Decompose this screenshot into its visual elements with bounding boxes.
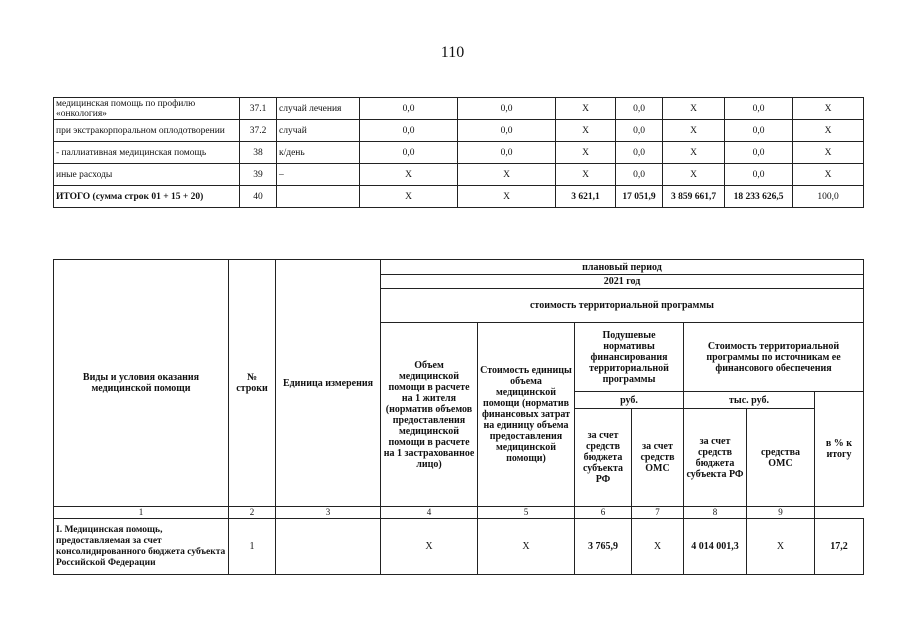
column-number: 1	[54, 507, 229, 519]
header-unit-thousand-rub: тыс. руб.	[684, 392, 815, 409]
header-year: 2021 год	[381, 275, 864, 289]
cell-volume: Х	[381, 519, 478, 575]
header-planned-period: плановый период	[381, 260, 864, 275]
row-number: 38	[240, 142, 277, 164]
header-percapita: Подушевые нормативы финансирования территориальной программы	[575, 323, 684, 392]
header-unit-cost: Стоимость единицы объема медицинской помощи (норматив финансовых затрат на единицу объема предоставления медицинской помощи)	[478, 323, 575, 507]
row-name: - паллиативная медицинская помощь	[54, 142, 240, 164]
column-number: 4	[381, 507, 478, 519]
cell-budget-total: 4 014 001,3	[684, 519, 747, 575]
header-percent: в % к итогу	[815, 392, 864, 507]
column-number-row	[54, 507, 864, 519]
cell-volume: Х	[360, 164, 458, 186]
cell-budget-percapita: Х	[556, 164, 616, 186]
column-number: 5	[478, 507, 575, 519]
cell-volume: 0,0	[360, 120, 458, 142]
row-unit: случай лечения	[277, 98, 360, 120]
cell-percent: 100,0	[793, 186, 864, 208]
row-unit	[277, 186, 360, 208]
header-row-number: № строки	[229, 260, 276, 507]
cell-budget-percapita: 3 621,1	[556, 186, 616, 208]
table-row	[54, 142, 864, 164]
cell-unit-cost: 0,0	[458, 142, 556, 164]
table-row	[54, 519, 864, 575]
cell-percent: Х	[793, 98, 864, 120]
row-number: 1	[229, 519, 276, 575]
header-volume: Объем медицинской помощи в расчете на 1 жителя (норматив объемов предоставления медицинской помощи в расчете на 1 застрахованное лицо)	[381, 323, 478, 507]
cell-volume: 0,0	[360, 98, 458, 120]
cell-oms-percapita: 0,0	[616, 164, 663, 186]
cell-budget-total: Х	[663, 164, 725, 186]
cell-oms-percapita: 17 051,9	[616, 186, 663, 208]
cell-budget-total: Х	[663, 120, 725, 142]
cell-budget-percapita: Х	[556, 98, 616, 120]
row-unit: к/день	[277, 142, 360, 164]
cell-unit-cost: 0,0	[458, 120, 556, 142]
cell-budget-percapita: 3 765,9	[575, 519, 632, 575]
cell-oms-percapita: 0,0	[616, 98, 663, 120]
header-row	[54, 260, 864, 275]
cell-volume: 0,0	[360, 142, 458, 164]
row-unit	[276, 519, 381, 575]
cell-budget-total: 3 859 661,7	[663, 186, 725, 208]
header-unit-rub: руб.	[575, 392, 684, 409]
cell-oms-total: 0,0	[725, 142, 793, 164]
cell-budget-percapita: Х	[556, 120, 616, 142]
cell-percent: Х	[793, 120, 864, 142]
table-row	[54, 98, 864, 120]
header-budget-percapita: за счет средств бюджета субъекта РФ	[575, 409, 632, 507]
header-budget-total: за счет средств бюджета субъекта РФ	[684, 409, 747, 507]
header-program-cost: стоимость территориальной программы	[381, 289, 864, 323]
cell-percent: Х	[793, 164, 864, 186]
column-number: 2	[229, 507, 276, 519]
header-unit: Единица измерения	[276, 260, 381, 507]
cell-oms-total: 0,0	[725, 120, 793, 142]
row-name: ИТОГО (сумма строк 01 + 15 + 20)	[54, 186, 240, 208]
row-number: 40	[240, 186, 277, 208]
cell-oms-total: 0,0	[725, 98, 793, 120]
header-kinds: Виды и условия оказания медицинской помощи	[54, 260, 229, 507]
row-name: I. Медицинская помощь, предоставляемая за счет консолидированного бюджета субъекта Российской Федерации	[54, 519, 229, 575]
column-number: 6	[575, 507, 632, 519]
cell-percent: 17,2	[815, 519, 864, 575]
cell-budget-total: Х	[663, 98, 725, 120]
column-number: 7	[632, 507, 684, 519]
row-number: 37.2	[240, 120, 277, 142]
cell-budget-percapita: Х	[556, 142, 616, 164]
top-table	[53, 97, 864, 208]
row-number: 37.1	[240, 98, 277, 120]
cell-unit-cost: Х	[478, 519, 575, 575]
cell-unit-cost: Х	[458, 164, 556, 186]
header-sources: Стоимость территориальной программы по источникам ее финансового обеспечения	[684, 323, 864, 392]
cell-volume: Х	[360, 186, 458, 208]
row-name: при экстракорпоральном оплодотворении	[54, 120, 240, 142]
row-number: 39	[240, 164, 277, 186]
cell-oms-percapita: Х	[632, 519, 684, 575]
header-oms-percapita: за счет средств ОМС	[632, 409, 684, 507]
column-number: 8	[684, 507, 747, 519]
cell-oms-total: Х	[747, 519, 815, 575]
cell-percent: Х	[793, 142, 864, 164]
cell-oms-total: 18 233 626,5	[725, 186, 793, 208]
cell-oms-percapita: 0,0	[616, 142, 663, 164]
table-row	[54, 120, 864, 142]
row-name: иные расходы	[54, 164, 240, 186]
cell-oms-percapita: 0,0	[616, 120, 663, 142]
row-name: медицинская помощь по профилю «онкология»	[54, 98, 240, 120]
cell-budget-total: Х	[663, 142, 725, 164]
column-number: 9	[747, 507, 815, 519]
table-row	[54, 164, 864, 186]
cell-unit-cost: 0,0	[458, 98, 556, 120]
page-number: 110	[440, 44, 465, 61]
row-unit: случай	[277, 120, 360, 142]
header-oms-total: средства ОМС	[747, 409, 815, 507]
table-row-total	[54, 186, 864, 208]
header-table	[53, 259, 864, 575]
row-unit: –	[277, 164, 360, 186]
cell-oms-total: 0,0	[725, 164, 793, 186]
column-number: 3	[276, 507, 381, 519]
cell-unit-cost: Х	[458, 186, 556, 208]
